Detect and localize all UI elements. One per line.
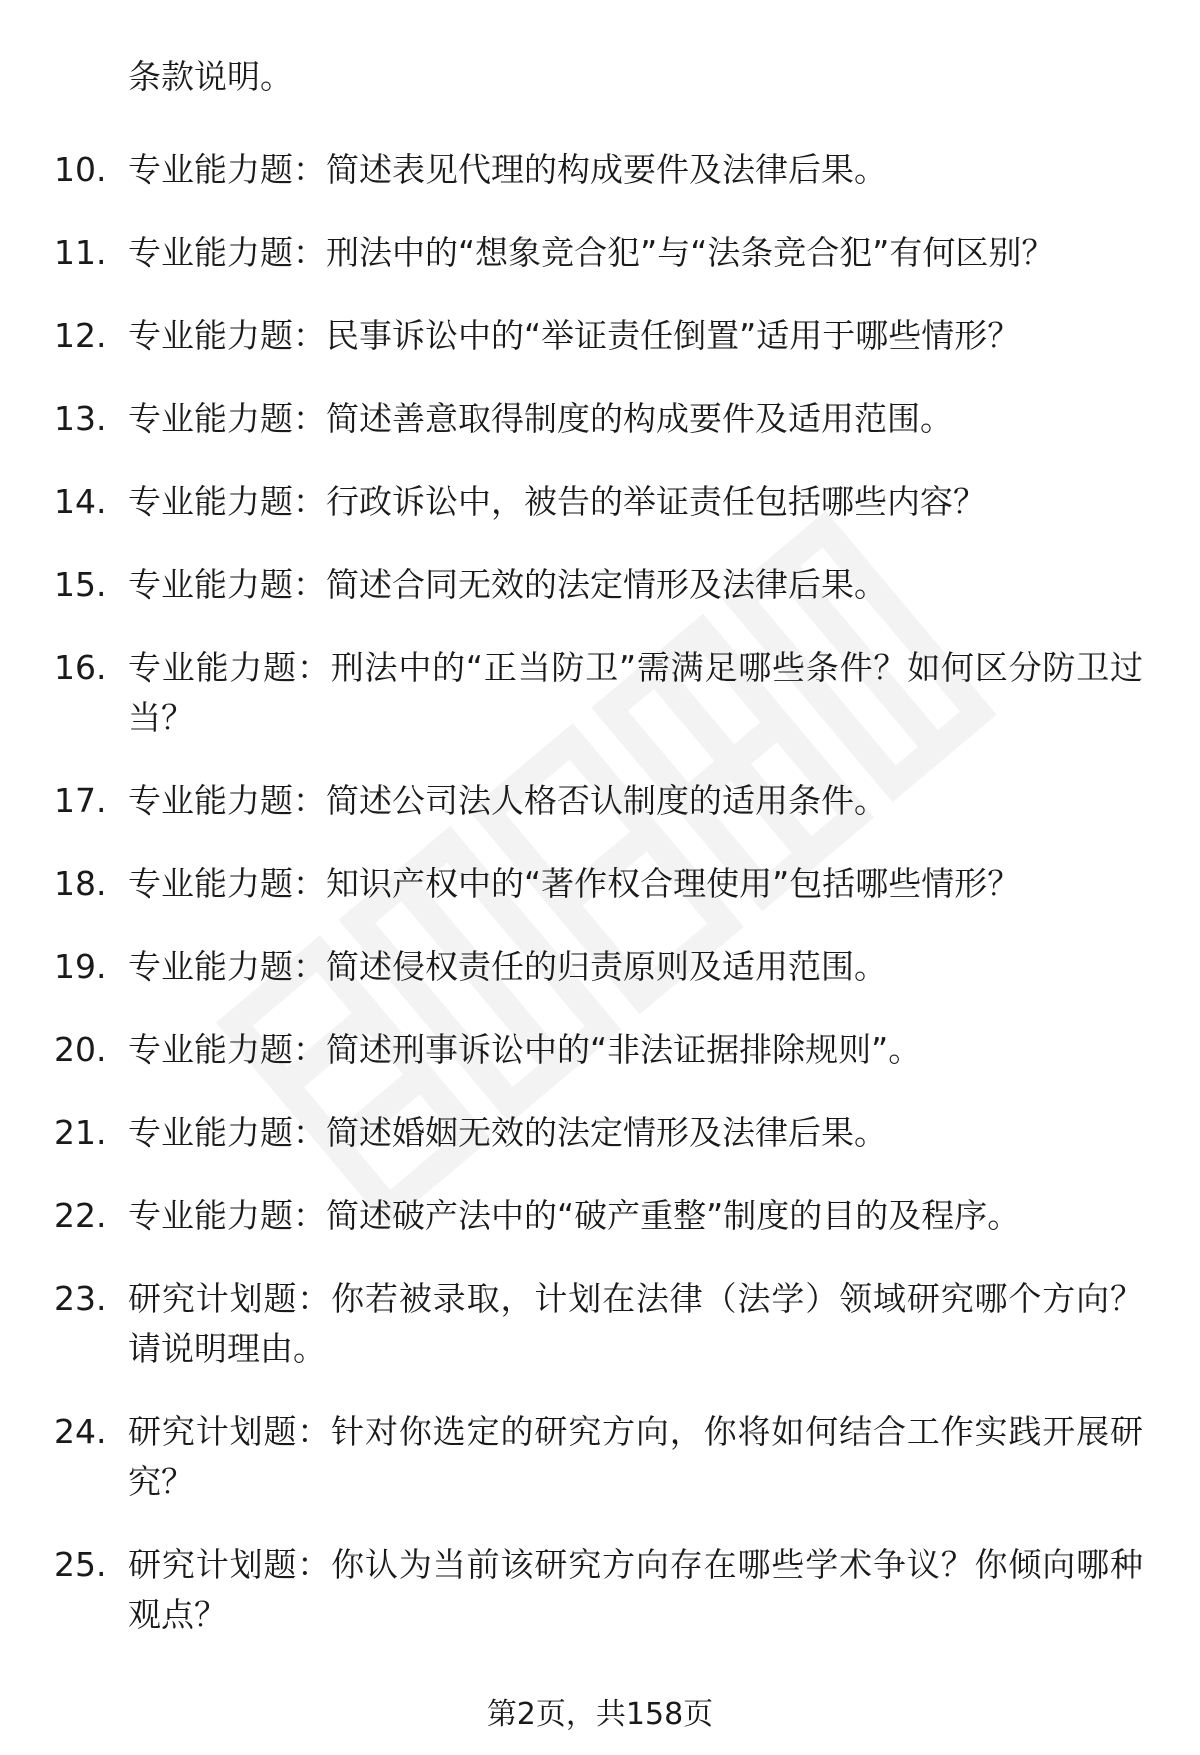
list-item: [0, 394, 1200, 444]
question-number: 11.: [54, 233, 107, 272]
question-text: 专业能力题：简述合同无效的法定情形及法律后果。: [128, 565, 887, 604]
question-text: 研究计划题：你认为当前该研究方向存在哪些学术争议？你倾向哪种观点？: [128, 1545, 1143, 1634]
question-text: 专业能力题：简述破产法中的“破产重整”制度的目的及程序。: [128, 1196, 1021, 1235]
list-item: [0, 1540, 1200, 1640]
list-item: [0, 1191, 1200, 1241]
question-text: 专业能力题：简述婚姻无效的法定情形及法律后果。: [128, 1113, 887, 1152]
question-number: 18.: [54, 864, 107, 903]
list-item: [0, 776, 1200, 826]
question-number: 14.: [54, 482, 107, 521]
question-number: 20.: [54, 1030, 107, 1069]
question-text: 专业能力题：简述侵权责任的归责原则及适用范围。: [128, 947, 887, 986]
list-item: [0, 1407, 1200, 1507]
question-number: 15.: [54, 565, 107, 604]
question-text: 专业能力题：刑法中的“想象竞合犯”与“法条竞合犯”有何区别？: [128, 233, 1055, 272]
question-text: 专业能力题：简述刑事诉讼中的“非法证据排除规则”。: [128, 1030, 922, 1069]
question-number: 10.: [54, 150, 107, 189]
question-text: 专业能力题：知识产权中的“著作权合理使用”包括哪些情形？: [128, 864, 1021, 903]
list-item: [0, 560, 1200, 610]
page-footer: 第2页，共158页: [486, 1697, 714, 1732]
list-item: [0, 643, 1200, 743]
question-text: 专业能力题：简述善意取得制度的构成要件及适用范围。: [128, 399, 953, 438]
question-text: 研究计划题：针对你选定的研究方向，你将如何结合工作实践开展研究？: [128, 1412, 1143, 1501]
question-number: 13.: [54, 399, 107, 438]
question-number: 21.: [54, 1113, 107, 1152]
question-number: 25.: [54, 1545, 107, 1584]
question-list: [0, 145, 1200, 1673]
list-item: [0, 1108, 1200, 1158]
question-number: 19.: [54, 947, 107, 986]
question-number: 24.: [54, 1412, 107, 1451]
question-text: 专业能力题：民事诉讼中的“举证责任倒置”适用于哪些情形？: [128, 316, 1021, 355]
question-text: 专业能力题：简述公司法人格否认制度的适用条件。: [128, 781, 887, 820]
question-text: 研究计划题：你若被录取，计划在法律（法学）领域研究哪个方向？请说明理由。: [128, 1279, 1143, 1368]
list-item: [0, 311, 1200, 361]
question-text: 专业能力题：简述表见代理的构成要件及法律后果。: [128, 150, 887, 189]
question-text: 专业能力题：刑法中的“正当防卫”需满足哪些条件？如何区分防卫过当？: [128, 648, 1143, 737]
question-number: 17.: [54, 781, 107, 820]
list-item: [0, 859, 1200, 909]
list-item: [0, 1274, 1200, 1374]
question-number: 23.: [54, 1279, 107, 1318]
continuation-text: 条款说明。: [128, 57, 293, 96]
list-item: [0, 942, 1200, 992]
question-number: 12.: [54, 316, 107, 355]
question-text: 专业能力题：行政诉讼中，被告的举证责任包括哪些内容？: [128, 482, 986, 521]
question-number: 22.: [54, 1196, 107, 1235]
list-item: [0, 145, 1200, 195]
list-item: [0, 1025, 1200, 1075]
list-item: [0, 228, 1200, 278]
list-item: [0, 477, 1200, 527]
question-number: 16.: [54, 648, 107, 687]
